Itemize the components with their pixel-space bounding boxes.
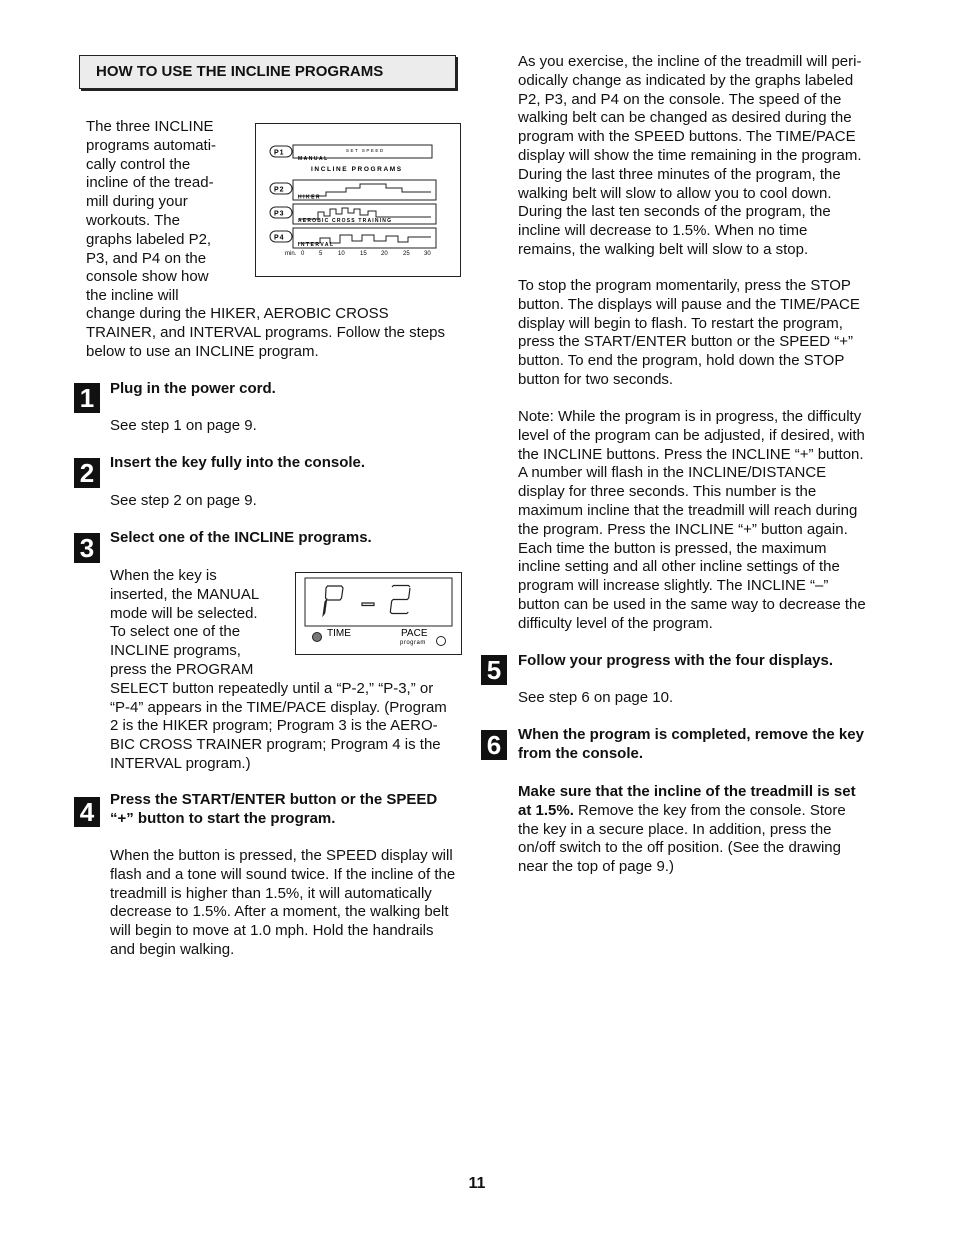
step-6-body	[518, 783, 856, 877]
step-4-line: When the button is pressed, the SPEED display will	[110, 847, 453, 864]
right-paragraph-2	[518, 277, 860, 390]
step-4-title-line: Press the START/ENTER button or the SPEED	[110, 791, 438, 808]
step-4-title	[110, 791, 437, 829]
section-heading: HOW TO USE THE INCLINE PROGRAMS	[79, 55, 456, 89]
axis-tick: 20	[381, 251, 388, 257]
intro-line: programs automati-	[86, 136, 217, 154]
page-number: 11	[468, 1175, 486, 1192]
step-4-body	[110, 847, 455, 960]
step-number-2: 2	[74, 458, 100, 488]
step-3-line: When the key is	[110, 567, 217, 584]
paragraph-line: display for three seconds. This number is the	[518, 483, 817, 501]
step-number-4: 4	[74, 797, 100, 827]
paragraph-line: difficulty level of the program.	[518, 614, 713, 632]
intro-line: mill during your	[86, 193, 188, 211]
step-4-line: will begin to move at 1.0 mph. Hold the handrails	[110, 922, 434, 940]
time-pace-display-graphic	[296, 573, 461, 654]
step-4-line: decrease to 1.5%. After a moment, the walking belt	[110, 903, 449, 921]
step-2-body: See step 2 on page 9.	[110, 492, 257, 509]
step-5-body: See step 6 on page 10.	[518, 689, 674, 706]
axis-tick: 30	[424, 251, 431, 257]
step-3-title: Select one of the INCLINE programs.	[110, 529, 372, 546]
step-6-title-line: from the console.	[518, 744, 644, 762]
pace-indicator-dot	[437, 637, 446, 646]
step-6-span: Remove the key from the console. Store	[573, 801, 846, 819]
paragraph-line: P2, P3, and P4 on the console. The speed of the	[518, 90, 842, 108]
intro-line: P3, and P4 on the	[86, 249, 207, 267]
step-3-line: INCLINE programs,	[110, 642, 241, 660]
paragraph-line: During the last three minutes of the program, the	[518, 165, 841, 183]
step-6-line: the key in a secure place. In addition, press the	[518, 820, 832, 838]
paragraph-line: odically change as indicated by the graphs labeled	[518, 71, 854, 89]
step-number-1: 1	[74, 383, 100, 413]
step-4-line: and begin walking.	[110, 940, 235, 958]
step-6-title-line: When the program is completed, remove the key	[518, 726, 864, 743]
step-3-line: BIC CROSS TRAINER program; Program 4 is the	[110, 736, 441, 754]
paragraph-line: the INCLINE buttons. Press the INCLINE “+” button.	[518, 445, 864, 463]
paragraph-line: To stop the program momentarily, press the STOP	[518, 277, 851, 294]
axis-tick: 25	[403, 251, 410, 257]
axis-tick: 5	[319, 251, 323, 257]
axis-min-label: min.	[285, 251, 297, 257]
paragraph-line: level of the program can be adjusted, if desired, with	[518, 426, 865, 444]
step-number-3: 3	[74, 533, 100, 563]
paragraph-line: walking belt can be changed as desired during the	[518, 109, 852, 127]
paragraph-line: button for two seconds.	[518, 370, 674, 388]
axis-tick: 15	[360, 251, 367, 257]
step-4-line: flash and a tone will sound twice. If the incline of the	[110, 865, 456, 883]
p3-label: P3	[274, 210, 285, 218]
program-label: program	[400, 640, 426, 646]
paragraph-line: button can be used in the same way to decrease the	[518, 595, 866, 613]
step-number-6: 6	[481, 730, 507, 760]
step-6-line: Make sure that the incline of the treadmill is set	[518, 783, 856, 800]
paragraph-line: display will begin to flash. To restart the program,	[518, 314, 843, 332]
step-4-line: treadmill is higher than 1.5%, it will automatically	[110, 884, 432, 902]
intro-line: cally control the	[86, 155, 191, 173]
step-3-line: mode will be selected.	[110, 604, 258, 622]
step-3-line: inserted, the MANUAL	[110, 585, 260, 603]
incline-programs-label: INCLINE PROGRAMS	[311, 166, 403, 173]
step-2-title: Insert the key fully into the console.	[110, 454, 366, 471]
p4-label: P4	[274, 234, 285, 242]
intro-line: the incline will	[86, 287, 179, 305]
step-6-title	[518, 726, 864, 764]
step-6-bold-span: at 1.5%.	[518, 801, 574, 819]
time-pace-display-figure	[295, 572, 462, 655]
paragraph-line: Each time the button is pressed, the maximum	[518, 539, 827, 557]
intro-line: workouts. The	[86, 211, 180, 229]
intro-line: change during the HIKER, AEROBIC CROSS	[86, 305, 389, 322]
paragraph-line: incline setting and all other incline settings of the	[518, 558, 840, 576]
intro-line: The three INCLINE	[86, 118, 214, 135]
paragraph-line: button. To end the program, hold down the STOP	[518, 352, 845, 370]
step-6-line: on/off switch to the off position. (See the drawing	[518, 839, 841, 857]
time-label: TIME	[327, 628, 351, 639]
manual-label: MANUAL	[298, 156, 329, 162]
incline-programs-graphic	[256, 124, 460, 276]
incline-programs-figure	[255, 123, 461, 277]
intro-line: TRAINER, and INTERVAL programs. Follow the steps	[86, 323, 446, 341]
axis-tick: 10	[338, 251, 345, 257]
step-1-title: Plug in the power cord.	[110, 380, 276, 397]
paragraph-line: press the START/ENTER button or the SPEED “+”	[518, 333, 853, 351]
intro-full	[86, 305, 445, 361]
axis-tick: 0	[301, 251, 305, 257]
step-3-line: “P-4” appears in the TIME/PACE display. (Program	[110, 698, 447, 716]
step-3-line: INTERVAL program.)	[110, 754, 251, 772]
step-5-title: Follow your progress with the four displays.	[518, 652, 834, 669]
paragraph-line: incline will decrease to 1.5%. When no time	[518, 222, 808, 240]
paragraph-line: During the last ten seconds of the program, the	[518, 203, 831, 221]
set-speed-label: SET SPEED	[346, 148, 385, 153]
step-4-title-line: “+” button to start the program.	[110, 809, 336, 827]
aerobic-label: AEROBIC CROSS TRAINING	[298, 218, 393, 224]
paragraph-line: maximum incline that the treadmill will reach during	[518, 501, 858, 519]
step-6-line: near the top of page 9.)	[518, 858, 674, 876]
intro-line: below to use an INCLINE program.	[86, 342, 319, 360]
paragraph-line: A number will flash in the INCLINE/DISTANCE	[518, 464, 827, 482]
intro-line: graphs labeled P2,	[86, 230, 212, 248]
hiker-label: HIKER	[298, 194, 322, 201]
step-1-body: See step 1 on page 9.	[110, 417, 257, 434]
step-3-line: To select one of the	[110, 623, 241, 641]
intro-line: console show how	[86, 268, 209, 286]
paragraph-line: display will show the time remaining in the program.	[518, 146, 862, 164]
paragraph-line: walking belt will slow to allow you to cool down.	[518, 184, 832, 202]
paragraph-line: remains, the walking belt will slow to a stop.	[518, 240, 809, 258]
time-indicator-dot	[313, 633, 322, 642]
paragraph-line: button. The displays will pause and the TIME/PACE	[518, 295, 860, 313]
paragraph-line: Note: While the program is in progress, the difficulty	[518, 408, 862, 425]
step-3-line: 2 is the HIKER program; Program 3 is the AERO-	[110, 717, 438, 735]
paragraph-line: program with the SPEED buttons. The TIME/PACE	[518, 128, 856, 146]
paragraph-line: program will increase slightly. The INCLINE “–”	[518, 577, 829, 595]
interval-label: INTERVAL	[298, 242, 335, 248]
step-3-line: press the PROGRAM	[110, 660, 254, 678]
right-paragraph-3	[518, 408, 866, 634]
p2-label: P2	[274, 186, 285, 194]
paragraph-line: As you exercise, the incline of the treadmill will peri-	[518, 53, 862, 70]
intro-line: incline of the tread-	[86, 174, 214, 192]
pace-label: PACE	[401, 628, 428, 639]
right-paragraph-1	[518, 53, 861, 260]
step-number-5: 5	[481, 655, 507, 685]
intro-wrap	[86, 118, 216, 306]
p1-label: P1	[274, 149, 285, 157]
step-3-line: SELECT button repeatedly until a “P-2,” “P-3,” or	[110, 679, 434, 697]
paragraph-line: the program. Press the INCLINE “+” button again.	[518, 520, 848, 538]
